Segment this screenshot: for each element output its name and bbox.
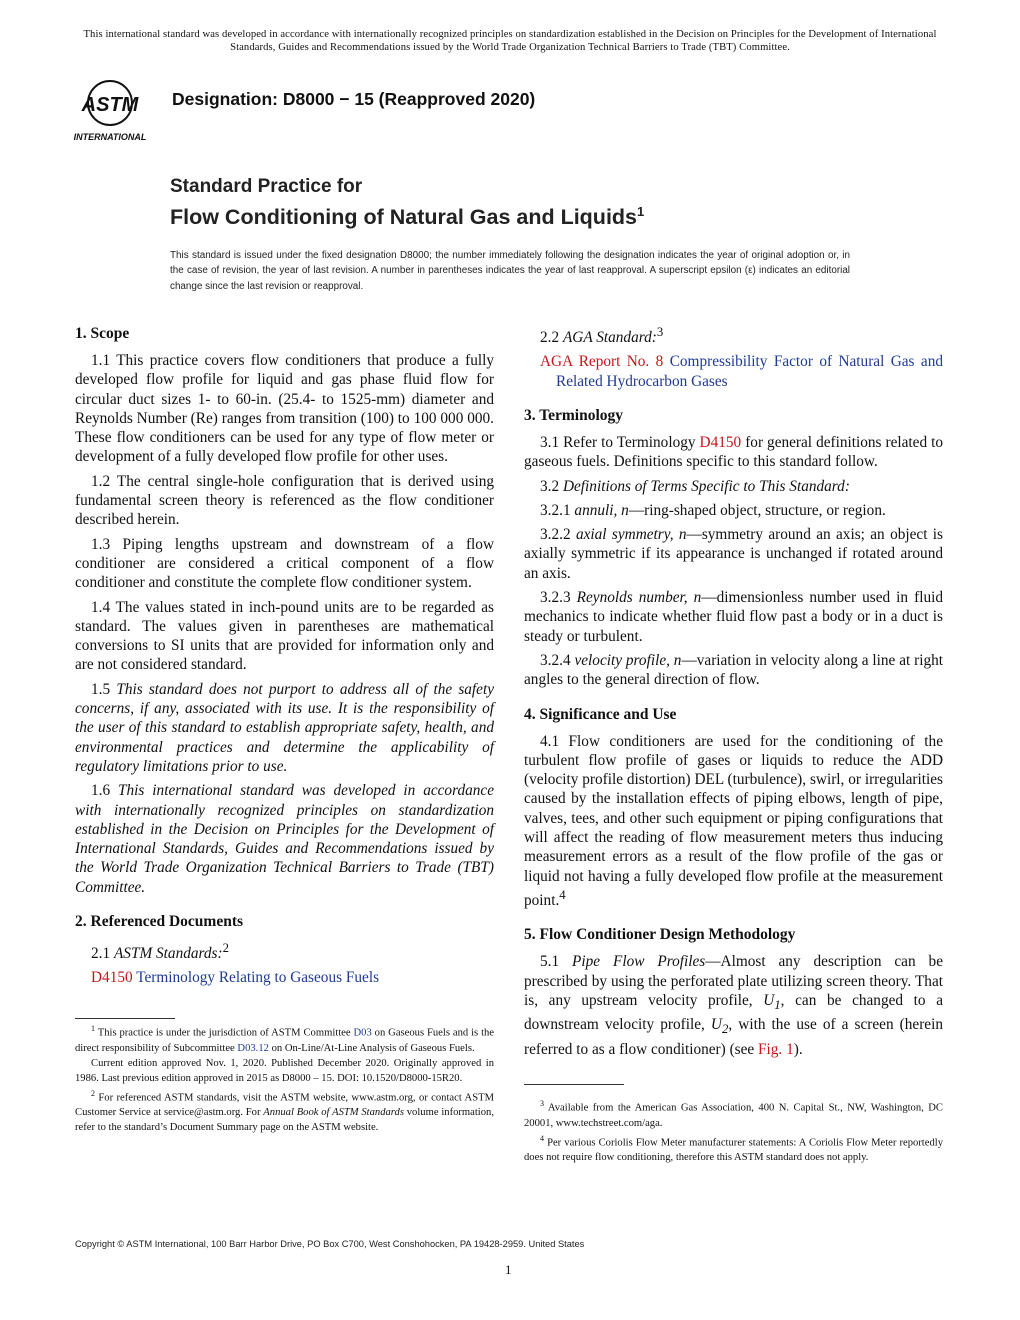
link-d4150[interactable]: D4150 bbox=[91, 969, 133, 987]
right-column bbox=[524, 323, 943, 1064]
paragraph-3-1: 3.1 Refer to Terminology D4150 for general definitions related to gaseous fuels. Definitions specific to this standard follow. bbox=[524, 433, 944, 471]
paragraph-1-2: 1.2 The central single-hole configuration that is derived using fundamental screen theory is referenced as the flow conditioner described herein. bbox=[75, 472, 494, 529]
left-column bbox=[75, 324, 494, 993]
footnote-divider-right bbox=[524, 1084, 624, 1085]
footnote-edition: Current edition approved Nov. 1, 2020. Published December 2020. Originally approved in 1986. Last previous edition approved in 2015 as D8000 – 15. DOI: 10.1520/D8000-15R20. bbox=[75, 1057, 494, 1084]
definition-annuli: 3.2.1 annuli, n—ring-shaped object, structure, or region. bbox=[540, 501, 886, 519]
title-footnote-mark: 1 bbox=[637, 204, 645, 219]
title-line-1: Standard Practice for bbox=[170, 176, 363, 197]
section-heading-significance: 4. Significance and Use bbox=[524, 705, 677, 723]
section-heading-referenced-documents: 2. Referenced Documents bbox=[75, 913, 244, 931]
logo-subtext: INTERNATIONAL bbox=[73, 132, 147, 142]
link-fig-1[interactable]: Fig. 1 bbox=[758, 1040, 794, 1058]
footnote-3: $^3$ Available from the American Gas Association, 400 N. Capital St., NW, Washington, DC 20001, www.techstreet.com/aga. bbox=[524, 1099, 943, 1129]
reference-aga bbox=[524, 352, 943, 391]
footnote-4: $^4$ Per various Coriolis Flow Meter manufacturer statements: A Coriolis Flow Meter reportedly does not require flow conditioning, therefore this ASTM standard does not apply. bbox=[524, 1133, 943, 1164]
link-d03-12[interactable]: D03.12 bbox=[237, 1042, 269, 1054]
page-number: 1 bbox=[505, 1262, 512, 1277]
paragraph-2-1: 2.1 ASTM Standards:$^2$ bbox=[91, 941, 229, 963]
reference-d4150 bbox=[75, 968, 494, 987]
paragraph-5-1: 5.1 Pipe Flow Profiles—Almost any description can be prescribed by using the perforated plate utilizing screen theory. That is, any upstream velocity profile, $U_1$, can be changed to a downstream velocity profile, $U_2$, with the use of a screen (herein referred to as a flow conditioner) (see Fig. 1). bbox=[524, 953, 943, 1058]
issue-note: This standard is issued under the fixed designation D8000; the number immediately following the designation indicates the year of original adoption or, in the case of revision, the year of last revision. A number in parentheses indicates the year of last reapproval. A superscript epsilon (ε) indicates an editorial change since the last revision or reapproval. bbox=[170, 250, 850, 292]
definition-axial-symmetry: 3.2.2 axial symmetry, n—symmetry around an axis; an object is axially symmetric if its appearance is unchanged if rotated around an axis. bbox=[524, 526, 944, 582]
logo-text: ASTM bbox=[81, 94, 139, 116]
link-aga-title[interactable]: Compressibility Factor of Natural Gas and Related Hydrocarbon Gases bbox=[556, 353, 943, 390]
footnote-2: $^2$ For referenced ASTM standards, visit the ASTM website, www.astm.org, or contact ASTM Customer Service at service@astm.org. For Annual Book of ASTM Standards volume information, refer to the standard’s Document Summary page on the ASTM website. bbox=[75, 1088, 494, 1134]
paragraph-1-5: 1.5 This standard does not purport to address all of the safety concerns, if any, associated with its use. It is the responsibility of the user of this standard to establish appropriate safety, health, and environmental practices and determine the applicability of regulatory limitations prior to use. bbox=[75, 680, 494, 775]
paragraph-1-6: 1.6 This international standard was developed in accordance with internationally recognized principles on standardization established in the Decision on Principles for the Development of International Standards, Guides and Recommendations issued by the World Trade Organization Technical Barriers to Trade (TBT) Committee. bbox=[75, 782, 494, 896]
definition-velocity-profile: 3.2.4 velocity profile, n—variation in velocity along a line at right angles to the general direction of flow. bbox=[524, 651, 943, 689]
title-line-2: Flow Conditioning of Natural Gas and Liquids bbox=[170, 205, 638, 230]
paragraph-2-2: 2.2 AGA Standard:$^3$ bbox=[540, 325, 664, 347]
footnote-divider-left bbox=[75, 1018, 175, 1019]
link-d4150-terminology[interactable]: D4150 bbox=[699, 433, 742, 451]
definition-reynolds-number: 3.2.3 Reynolds number, n—dimensionless number used in fluid mechanics to indicate whether fluid flow past a body or in a duct is steady or turbulent. bbox=[524, 589, 943, 645]
link-d03[interactable]: D03 bbox=[353, 1027, 372, 1039]
footnote-1: $^1$ This practice is under the jurisdiction of ASTM Committee D03 on Gaseous Fuels and is the direct responsibility of Subcommittee D03.12 on On-Line/At-Line Analysis of Gaseous Fuels. bbox=[75, 1024, 495, 1054]
link-d4150-title[interactable]: Terminology Relating to Gaseous Fuels bbox=[136, 969, 380, 987]
astm-logo bbox=[72, 78, 162, 142]
footnotes-right bbox=[524, 1096, 943, 1165]
paragraph-1-1: 1.1 This practice covers flow conditioners that produce a fully developed flow profile for liquid and gas phase fluid flow for circular duct sizes 1- to 60-in. (25.4- to 1525-mm) diameter and Reynolds Number (Re) ranges from transition (100) to 100 000 000. These flow conditioners can be used for any type of flow meter or development of a fully developed flow profile for other uses. bbox=[75, 352, 494, 466]
paragraph-4-1: 4.1 Flow conditioners are used for the conditioning of the turbulent flow profile of gases or liquids to reduce the ADD (velocity profile distortion) DEL (turbulence), swirl, or irregularities caused by the installation effects of piping elbows, length of pipe, valves, tees, and other such equipment or piping configurations that will affect the reading of flow measurement meters thus inducing measurement errors as a result of the flow profile of the gas or liquid not having a fully developed flow profile at the measurement point.$^4$ bbox=[524, 732, 943, 910]
paragraph-3-2: 3.2 Definitions of Terms Specific to This Standard: bbox=[540, 477, 850, 495]
paragraph-1-3: 1.3 Piping lengths upstream and downstream of a flow conditioner are considered a critical component of a flow conditioner and constitute the complete flow conditioner system. bbox=[75, 535, 494, 592]
designation: Designation: D8000 − 15 (Reapproved 2020) bbox=[172, 89, 536, 109]
section-heading-terminology: 3. Terminology bbox=[524, 406, 624, 424]
section-heading-design: 5. Flow Conditioner Design Methodology bbox=[524, 926, 796, 944]
link-aga-report[interactable]: AGA Report No. 8 bbox=[540, 353, 664, 371]
copyright: Copyright © ASTM International, 100 Barr Harbor Drive, PO Box C700, West Conshohocken, PA 19428-2959. United States bbox=[75, 1239, 585, 1249]
footnotes-left bbox=[75, 1021, 494, 1135]
standards-notice: This international standard was developed in accordance with internationally recognized principles on standardization established in the Decision on Principles for the Development of International Standards, Guides and Recommendations issued by the World Trade Organization Technical Barriers to Trade (TBT) Committee. bbox=[83, 29, 937, 53]
document-title bbox=[170, 175, 644, 231]
section-heading-scope: 1. Scope bbox=[75, 325, 130, 342]
paragraph-1-4: 1.4 The values stated in inch-pound units are to be regarded as standard. The values given in parentheses are mathematical conversions to SI units that are provided for information only and are not considered standard. bbox=[75, 598, 494, 674]
